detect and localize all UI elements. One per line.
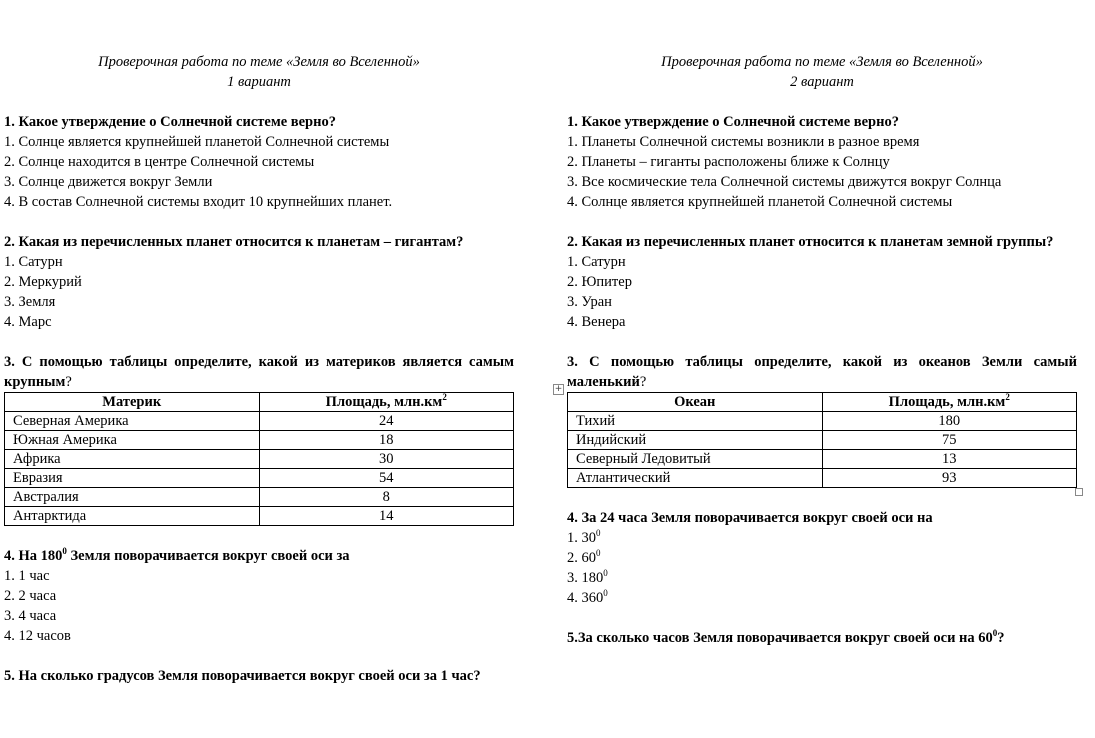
table-move-handle-icon[interactable]: + (554, 384, 563, 394)
question-2: 2. Какая из перечисленных планет относится к планетам земной группы? (567, 234, 1054, 250)
question-3 (4, 352, 514, 392)
table-row (5, 431, 514, 450)
question-1: 1. Какое утверждение о Солнечной системе верно? (567, 114, 899, 130)
column-header: Океан (568, 393, 823, 412)
question-4-text: 4. На 180 (4, 548, 63, 564)
variant-label: 1 вариант (227, 74, 291, 90)
table-resize-handle-icon[interactable] (1075, 488, 1083, 496)
answer-option (567, 548, 1077, 568)
table-cell: 14 (259, 507, 514, 526)
table-cell: Индийский (568, 431, 823, 450)
answer-option: 1. Сатурн (567, 254, 626, 270)
table-cell: Евразия (5, 469, 260, 488)
answer-option-text: 2. 60 (567, 550, 596, 566)
table-cell: 93 (822, 469, 1077, 488)
answer-option: 3. Солнце движется вокруг Земли (4, 174, 213, 190)
table-row (5, 469, 514, 488)
question-3-mark: ? (639, 374, 647, 390)
answer-option: 1. Сатурн (4, 254, 63, 270)
answer-option: 2. 2 часа (4, 588, 57, 604)
table-cell: 180 (822, 412, 1077, 431)
answer-option-text: 3. 180 (567, 570, 604, 586)
answer-option: 3. Земля (4, 294, 56, 310)
answer-option: 3. 4 часа (4, 608, 57, 624)
table-cell: 18 (259, 431, 514, 450)
table-cell: Северная Америка (5, 412, 260, 431)
table-cell: 75 (822, 431, 1077, 450)
table-row (568, 450, 1077, 469)
table-row (5, 488, 514, 507)
table-cell: Африка (5, 450, 260, 469)
answer-option: 1. Планеты Солнечной системы возникли в разное время (567, 134, 920, 150)
table-row (568, 469, 1077, 488)
question-2: 2. Какая из перечисленных планет относится к планетам – гигантам? (4, 234, 464, 250)
table-cell: 30 (259, 450, 514, 469)
answer-option: 2. Юпитер (567, 274, 632, 290)
answer-option-text: 4. 360 (567, 590, 604, 606)
table-cell: Атлантический (568, 469, 823, 488)
column-header (822, 393, 1077, 412)
question-1: 1. Какое утверждение о Солнечной системе верно? (4, 114, 336, 130)
superscript: 0 (992, 628, 998, 638)
superscript: 0 (62, 546, 67, 556)
table-cell: 54 (259, 469, 514, 488)
table-row (5, 507, 514, 526)
table-row (5, 450, 514, 469)
question-3-text: 3. С помощью таблицы определите, какой из материков является самым крупным (4, 354, 514, 390)
answer-option: 2. Солнце находится в центре Солнечной системы (4, 154, 315, 170)
answer-option (567, 528, 1077, 548)
answer-option: 3. Все космические тела Солнечной системы движутся вокруг Солнца (567, 174, 1002, 190)
worksheet-title: Проверочная работа по теме «Земля во Вселенной» (98, 54, 420, 70)
answer-option: 2. Меркурий (4, 274, 82, 290)
question-5-text: 5.За сколько часов Земля поворачивается вокруг своей оси на 60 (567, 630, 993, 646)
table-header-row (568, 393, 1077, 412)
answer-option: 4. В состав Солнечной системы входит 10 крупнейших планет. (4, 194, 393, 210)
answer-option-text: 1. 30 (567, 530, 596, 546)
answer-option: 4. Марс (4, 314, 52, 330)
question-3-text: 3. С помощью таблицы определите, какой из океанов Земли самый маленький (567, 354, 1077, 390)
answer-option (567, 568, 1077, 588)
table-cell: 13 (822, 450, 1077, 469)
variant-label: 2 вариант (790, 74, 854, 90)
superscript: 2 (442, 392, 447, 402)
answer-option: 4. Солнце является крупнейшей планетой Солнечной системы (567, 194, 953, 210)
answer-option (567, 588, 1077, 608)
question-4 (4, 546, 514, 566)
answer-option: 4. 12 часов (4, 628, 71, 644)
question-5-mark: ? (997, 630, 1005, 646)
table-cell: Северный Ледовитый (568, 450, 823, 469)
question-4: 4. За 24 часа Земля поворачивается вокруг своей оси на (567, 510, 933, 526)
answer-option: 1. Солнце является крупнейшей планетой Солнечной системы (4, 134, 390, 150)
superscript: 2 (1005, 392, 1010, 402)
oceans-table-wrapper (554, 384, 1077, 488)
answer-option: 4. Венера (567, 314, 626, 330)
question-4-text-end: Земля поворачивается вокруг своей оси за (66, 548, 350, 564)
table-row (568, 412, 1077, 431)
question-5 (567, 628, 1077, 648)
superscript: 0 (603, 568, 608, 578)
column-header-text: Площадь, млн.км (888, 394, 1006, 410)
table-cell: Южная Америка (5, 431, 260, 450)
table-cell: Антарктида (5, 507, 260, 526)
table-cell: 8 (259, 488, 514, 507)
superscript: 0 (603, 588, 608, 598)
table-row (568, 431, 1077, 450)
table-cell: 24 (259, 412, 514, 431)
column-header (259, 393, 514, 412)
column-header-text: Площадь, млн.км (325, 394, 443, 410)
answer-option: 1. 1 час (4, 568, 50, 584)
question-3 (567, 352, 1077, 392)
worksheet-title: Проверочная работа по теме «Земля во Вселенной» (661, 54, 983, 70)
question-5: 5. На сколько градусов Земля поворачивается вокруг своей оси за 1 час? (4, 668, 481, 684)
table-cell: Тихий (568, 412, 823, 431)
table-row (5, 412, 514, 431)
table-cell: Австралия (5, 488, 260, 507)
variant-2-column (554, 52, 1077, 648)
superscript: 0 (596, 548, 601, 558)
answer-option: 3. Уран (567, 294, 612, 310)
column-header: Материк (5, 393, 260, 412)
question-3-mark: ? (65, 374, 72, 390)
continents-table (4, 392, 514, 526)
variant-1-column (4, 52, 514, 686)
answer-option: 2. Планеты – гиганты расположены ближе к Солнцу (567, 154, 890, 170)
superscript: 0 (596, 528, 601, 538)
oceans-table (567, 392, 1077, 488)
table-header-row (5, 393, 514, 412)
